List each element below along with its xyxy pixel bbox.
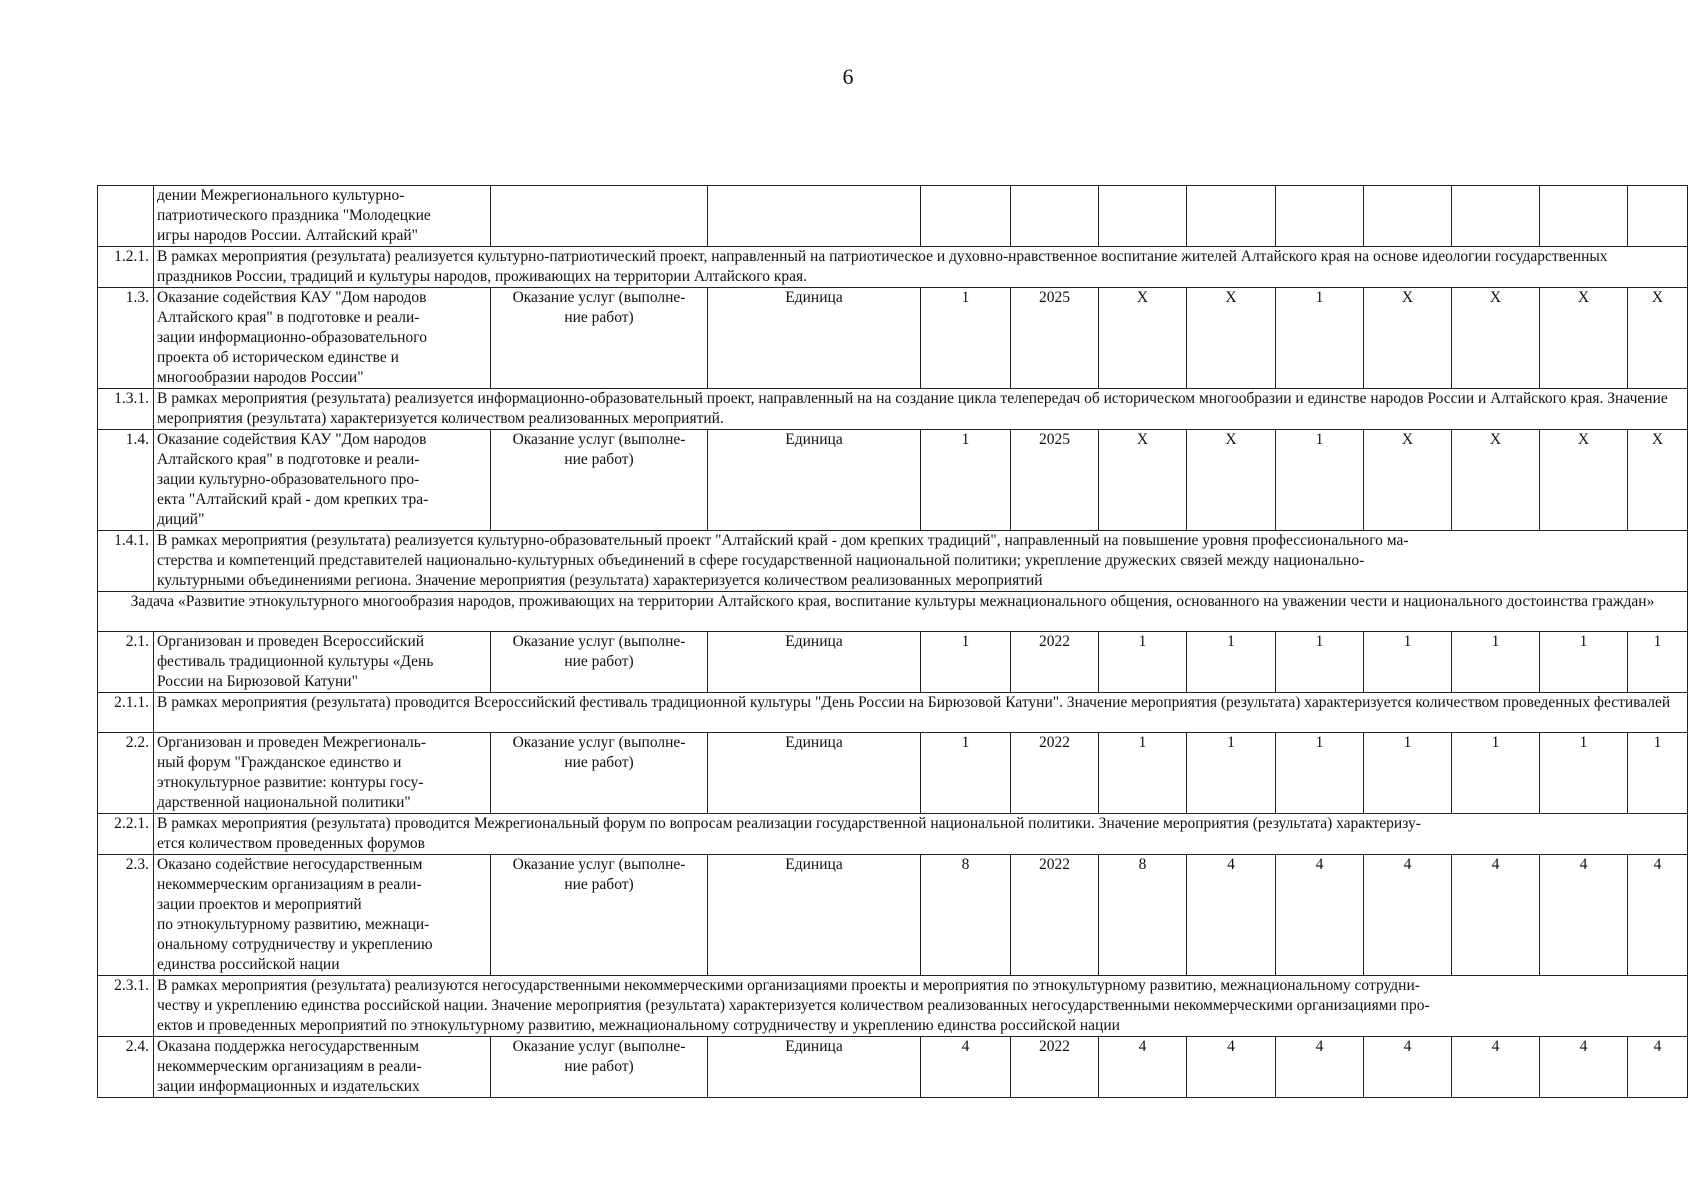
value-cell: 2022 bbox=[1011, 632, 1099, 693]
result-type-cell: Оказание услуг (выполне- ние работ) bbox=[491, 288, 708, 389]
value-cell: 1 bbox=[1276, 430, 1364, 531]
measure-description: дении Межрегионального культурно- патриотического праздника "Молодецкие игры народов России. Алтайский край" bbox=[154, 186, 491, 247]
value-cell: 4 bbox=[921, 1037, 1011, 1098]
value-cell: 4 bbox=[1187, 855, 1276, 976]
value-cell: 2022 bbox=[1011, 1037, 1099, 1098]
value-cell: Х bbox=[1187, 430, 1276, 531]
table-row-note bbox=[98, 693, 1688, 733]
table-row-note bbox=[98, 531, 1688, 592]
value-cell: 1 bbox=[1628, 733, 1688, 814]
measure-note: В рамках мероприятия (результата) проводится Межрегиональный форум по вопросам реализации государственной национальной политики. Значение мероприятия (результата) характеризу- ется количеством проведенных форумов bbox=[154, 814, 1688, 855]
value-cell: Х bbox=[1099, 430, 1187, 531]
table-row-item bbox=[98, 1037, 1688, 1098]
value-cell: 1 bbox=[1276, 288, 1364, 389]
unit-cell bbox=[708, 186, 921, 247]
value-cell: 4 bbox=[1364, 1037, 1452, 1098]
value-cell: 1 bbox=[1452, 632, 1540, 693]
row-number: 2.1.1. bbox=[98, 693, 154, 733]
value-cell: 1 bbox=[1187, 733, 1276, 814]
value-cell bbox=[1187, 186, 1276, 247]
row-number: 2.2. bbox=[98, 733, 154, 814]
unit-cell: Единица bbox=[708, 1037, 921, 1098]
value-cell: Х bbox=[1540, 288, 1628, 389]
result-type-cell: Оказание услуг (выполне- ние работ) bbox=[491, 733, 708, 814]
table-row-note bbox=[98, 976, 1688, 1037]
row-number: 2.3. bbox=[98, 855, 154, 976]
value-cell: 4 bbox=[1540, 855, 1628, 976]
row-number: 2.1. bbox=[98, 632, 154, 693]
value-cell: 8 bbox=[921, 855, 1011, 976]
value-cell: 2025 bbox=[1011, 288, 1099, 389]
result-type-cell bbox=[491, 186, 708, 247]
result-type-cell: Оказание услуг (выполне- ние работ) bbox=[491, 855, 708, 976]
row-number: 2.4. bbox=[98, 1037, 154, 1098]
value-cell: 4 bbox=[1540, 1037, 1628, 1098]
table-row-note bbox=[98, 247, 1688, 288]
value-cell: 2022 bbox=[1011, 855, 1099, 976]
measure-description: Оказание содействия КАУ "Дом народов Алтайского края" в подготовке и реали- зации информационно-образовательного проекта об историческом единстве и многообразии народов России" bbox=[154, 288, 491, 389]
page-number: 6 bbox=[842, 64, 854, 89]
value-cell bbox=[921, 186, 1011, 247]
value-cell: 1 bbox=[921, 288, 1011, 389]
value-cell: Х bbox=[1099, 288, 1187, 389]
value-cell: Х bbox=[1364, 430, 1452, 531]
value-cell: 1 bbox=[921, 632, 1011, 693]
value-cell: 8 bbox=[1099, 855, 1187, 976]
value-cell: 4 bbox=[1364, 855, 1452, 976]
table-row-note bbox=[98, 814, 1688, 855]
measure-description: Организован и проведен Межрегиональ- ный форум "Гражданское единство и этнокультурное развитие: контуры госу- дарственной национальной политики" bbox=[154, 733, 491, 814]
unit-cell: Единица bbox=[708, 632, 921, 693]
measure-description: Оказание содействия КАУ "Дом народов Алтайского края" в подготовке и реали- зации культурно-образовательного про- екта "Алтайский край - дом крепких тра- диций" bbox=[154, 430, 491, 531]
table-row-note bbox=[98, 389, 1688, 430]
measure-note: В рамках мероприятия (результата) реализуется информационно-образовательный проект, направленный на на создание цикла телепередач об историческом многообразии и единстве народов России и Алтайского края. Значение мероприятия (результата) характеризуется количеством реализованных мероприятий. bbox=[154, 389, 1688, 430]
value-cell: 1 bbox=[1364, 733, 1452, 814]
table-row-item bbox=[98, 186, 1688, 247]
value-cell: 1 bbox=[921, 430, 1011, 531]
row-number: 2.2.1. bbox=[98, 814, 154, 855]
measure-description: Организован и проведен Всероссийский фестиваль традиционной культуры «День России на Бирюзовой Катуни" bbox=[154, 632, 491, 693]
measure-description: Оказано содействие негосударственным некоммерческим организациям в реали- зации проектов и мероприятий по этнокультурному развитию, межнаци- ональному сотрудничеству и укреплению единства российской нации bbox=[154, 855, 491, 976]
task-heading bbox=[98, 592, 1688, 632]
value-cell: Х bbox=[1187, 288, 1276, 389]
unit-cell: Единица bbox=[708, 430, 921, 531]
value-cell bbox=[1452, 186, 1540, 247]
value-cell: 1 bbox=[1452, 733, 1540, 814]
measure-note: В рамках мероприятия (результата) реализуются негосударственными некоммерческими организациями проекты и мероприятия по этнокультурному развитию, межнациональному сотрудни- честву и укреплению единства российской нации. Значение мероприятия (результата) характеризуется количеством реализованных негосударственными некоммерческими организациями про- ектов и проведенных мероприятий по этнокультурному развитию, межнациональному сотрудничеству и укреплению единства российской нации bbox=[154, 976, 1688, 1037]
value-cell bbox=[1628, 186, 1688, 247]
value-cell: 4 bbox=[1187, 1037, 1276, 1098]
value-cell: 1 bbox=[1276, 632, 1364, 693]
row-number: 1.2.1. bbox=[98, 247, 154, 288]
value-cell: 1 bbox=[1099, 733, 1187, 814]
unit-cell: Единица bbox=[708, 855, 921, 976]
measure-note: В рамках мероприятия (результата) проводится Всероссийский фестиваль традиционной культуры "День России на Бирюзовой Катуни". Значение мероприятия (результата) характеризуется количеством проведенных фестивалей bbox=[154, 693, 1688, 733]
task-text: Задача «Развитие этнокультурного многообразия народов, проживающих на территории Алтайского края, воспитание культуры межнационального общения, основанного на уважении чести и национального достоинства граждан» bbox=[130, 593, 1655, 610]
value-cell bbox=[1540, 186, 1628, 247]
value-cell: Х bbox=[1452, 288, 1540, 389]
value-cell: Х bbox=[1628, 288, 1688, 389]
value-cell: Х bbox=[1364, 288, 1452, 389]
row-number: 1.3.1. bbox=[98, 389, 154, 430]
value-cell: 1 bbox=[1364, 632, 1452, 693]
value-cell: 2025 bbox=[1011, 430, 1099, 531]
program-table bbox=[97, 185, 1688, 1098]
value-cell: 4 bbox=[1276, 1037, 1364, 1098]
value-cell bbox=[1011, 186, 1099, 247]
row-number: 2.3.1. bbox=[98, 976, 154, 1037]
row-number bbox=[98, 186, 154, 247]
table-row-item bbox=[98, 632, 1688, 693]
measure-note: В рамках мероприятия (результата) реализуется культурно-образовательный проект "Алтайский край - дом крепких традиций", направленный на повышение уровня профессионального ма- стерства и компетенций представителей национально-культурных объединений в сфере государственной национальной политики; укрепление дружеских связей между национально- культурными объединениями региона. Значение мероприятия (результата) характеризуется количеством реализованных мероприятий bbox=[154, 531, 1688, 592]
table-row-item bbox=[98, 733, 1688, 814]
table-row-item bbox=[98, 288, 1688, 389]
unit-cell: Единица bbox=[708, 288, 921, 389]
value-cell: 4 bbox=[1276, 855, 1364, 976]
value-cell: Х bbox=[1628, 430, 1688, 531]
measure-note: В рамках мероприятия (результата) реализуется культурно-патриотический проект, направленный на патриотическое и духовно-нравственное воспитание жителей Алтайского края на основе идеологии государственных праздников России, традиций и культуры народов, проживающих на территории Алтайского края. bbox=[154, 247, 1688, 288]
value-cell: Х bbox=[1452, 430, 1540, 531]
value-cell: 2022 bbox=[1011, 733, 1099, 814]
value-cell: 1 bbox=[1540, 733, 1628, 814]
row-number: 1.3. bbox=[98, 288, 154, 389]
value-cell: 1 bbox=[921, 733, 1011, 814]
value-cell: 4 bbox=[1628, 1037, 1688, 1098]
result-type-cell: Оказание услуг (выполне- ние работ) bbox=[491, 1037, 708, 1098]
table-row-task bbox=[98, 592, 1688, 632]
value-cell bbox=[1099, 186, 1187, 247]
value-cell: 1 bbox=[1540, 632, 1628, 693]
table-row-item bbox=[98, 430, 1688, 531]
value-cell: 4 bbox=[1628, 855, 1688, 976]
value-cell: 1 bbox=[1628, 632, 1688, 693]
measure-description: Оказана поддержка негосударственным некоммерческим организациям в реали- зации информационных и издательских bbox=[154, 1037, 491, 1098]
value-cell: 4 bbox=[1452, 855, 1540, 976]
result-type-cell: Оказание услуг (выполне- ние работ) bbox=[491, 430, 708, 531]
value-cell bbox=[1276, 186, 1364, 247]
row-number: 1.4.1. bbox=[98, 531, 154, 592]
table-row-item bbox=[98, 855, 1688, 976]
row-number: 1.4. bbox=[98, 430, 154, 531]
value-cell: Х bbox=[1540, 430, 1628, 531]
value-cell bbox=[1364, 186, 1452, 247]
value-cell: 1 bbox=[1276, 733, 1364, 814]
value-cell: 1 bbox=[1187, 632, 1276, 693]
result-type-cell: Оказание услуг (выполне- ние работ) bbox=[491, 632, 708, 693]
value-cell: 1 bbox=[1099, 632, 1187, 693]
unit-cell: Единица bbox=[708, 733, 921, 814]
value-cell: 4 bbox=[1099, 1037, 1187, 1098]
value-cell: 4 bbox=[1452, 1037, 1540, 1098]
